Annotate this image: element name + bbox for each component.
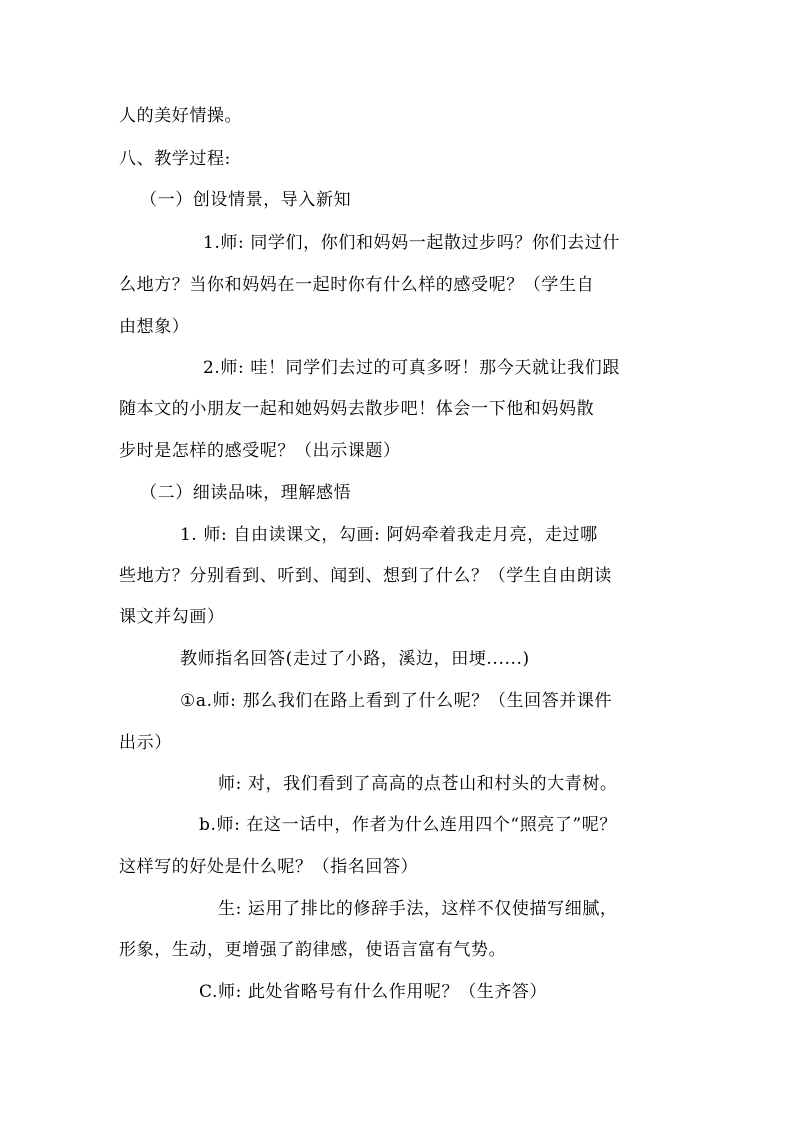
text-line-12: 些地方？分别看到、听到、闻到、想到了什么？（学生自由朗读 bbox=[119, 566, 612, 586]
subsection-heading-2: （二）细读品味，理解感悟 bbox=[140, 483, 352, 503]
text-line-4: 1.师: 同学们，你们和妈妈一起散过步吗？你们去过什 bbox=[203, 233, 620, 253]
subsection-heading-1: （一）创设情景，导入新知 bbox=[140, 190, 352, 210]
text-line-1: 人的美好情操。 bbox=[119, 106, 243, 126]
text-line-9: 步时是怎样的感受呢？（出示课题） bbox=[119, 441, 401, 461]
text-line-14: 教师指名回答(走过了小路，溪边，田埂......) bbox=[180, 649, 530, 669]
text-line-19: 这样写的好处是什么呢？（指名回答） bbox=[119, 857, 419, 877]
text-line-20: 生: 运用了排比的修辞手法，这样不仅使描写细腻， bbox=[218, 899, 618, 919]
text-line-13: 课文并勾画） bbox=[119, 607, 225, 627]
text-line-11: 1. 师: 自由读课文，勾画: 阿妈牵着我走月亮，走过哪 bbox=[180, 525, 598, 545]
text-line-17: 师: 对，我们看到了高高的点苍山和村头的大青树。 bbox=[218, 774, 618, 794]
text-line-6: 由想象） bbox=[119, 317, 190, 337]
text-line-5: 么地方？当你和妈妈在一起时你有什么样的感受呢？（学生自 bbox=[119, 275, 595, 295]
text-line-22: C.师: 此处省略号有什么作用呢？（生齐答） bbox=[199, 982, 548, 1002]
text-line-7: 2.师: 哇！同学们去过的可真多呀！那今天就让我们跟 bbox=[203, 358, 620, 378]
text-line-16: 出示） bbox=[119, 733, 172, 753]
text-line-21: 形象，生动，更增强了韵律感，使语言富有气势。 bbox=[119, 940, 507, 960]
text-line-18: b.师: 在这一话中，作者为什么连用四个“照亮了”呢？ bbox=[199, 815, 617, 835]
text-line-8: 随本文的小朋友一起和她妈妈去散步吧！体会一下他和妈妈散 bbox=[119, 399, 595, 419]
text-line-15: ①a.师: 那么我们在路上看到了什么呢？（生回答并课件 bbox=[180, 691, 613, 711]
section-heading-teaching-process: 八、教学过程: bbox=[119, 149, 231, 169]
